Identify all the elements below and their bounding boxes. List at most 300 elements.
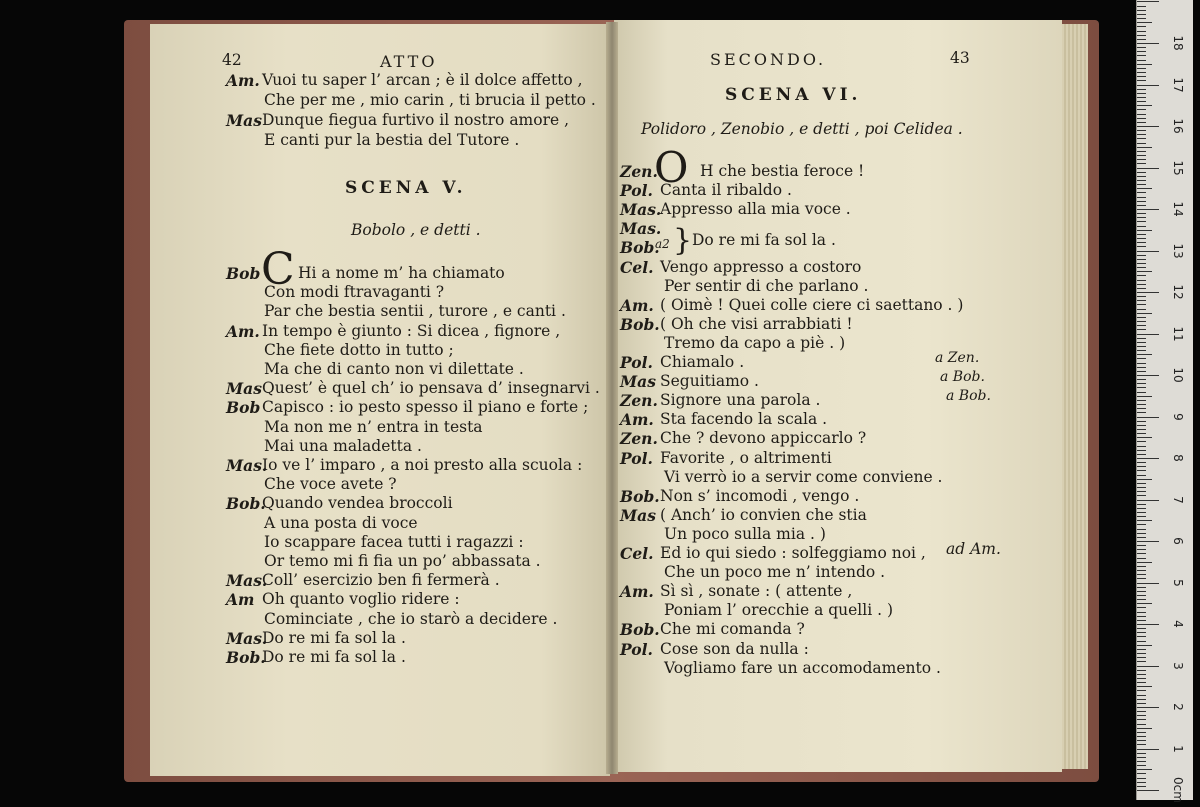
ruler-tick [1137, 180, 1146, 181]
ruler-tick [1137, 118, 1146, 119]
ruler-tick [1137, 583, 1159, 584]
ruler-tick [1137, 591, 1146, 592]
ruler-tick [1137, 778, 1146, 779]
dialogue-line: A una posta di voce [264, 513, 418, 532]
ruler-tick [1137, 151, 1146, 152]
ruler-number: 18 [1171, 35, 1185, 51]
a2-label: a2 [655, 237, 670, 251]
ruler-tick [1137, 495, 1146, 496]
ruler-tick [1137, 578, 1146, 579]
dialogue-line: E canti pur la bestia del Tutore . [264, 131, 520, 149]
dialogue-line: Che per me , mio carin , ti brucia il petto . [264, 91, 596, 109]
ruler-tick [1137, 616, 1146, 617]
ruler-tick [1137, 35, 1146, 36]
ruler-tick [1137, 769, 1152, 770]
ruler-tick [1137, 703, 1146, 704]
ruler-tick [1137, 429, 1146, 430]
dialogue-line: Che mi comanda ? [660, 620, 805, 639]
ruler-tick [1137, 744, 1146, 745]
ruler-tick [1137, 753, 1146, 754]
ruler-tick [1137, 255, 1146, 256]
speaker-label: Pol. [620, 448, 653, 468]
ruler-tick [1137, 508, 1146, 509]
ruler-tick [1137, 284, 1146, 285]
ruler-tick [1137, 678, 1146, 679]
ruler-tick [1137, 790, 1159, 791]
ruler-tick [1137, 31, 1146, 32]
ruler-tick [1137, 666, 1159, 667]
ruler-tick [1137, 47, 1146, 48]
ruler-tick [1137, 18, 1146, 19]
dialogue-line: Ma non me n’ entra in testa [264, 417, 483, 436]
ruler-tick [1137, 55, 1146, 56]
ruler-tick [1137, 724, 1146, 725]
ruler-tick [1137, 114, 1146, 115]
ruler-number: 11 [1171, 325, 1185, 342]
dialogue-line: Sì sì , sonate : ( attente , [660, 582, 853, 601]
ruler-number: 12 [1171, 284, 1185, 300]
dialogue-line: Quando vendea broccoli [262, 494, 453, 513]
ruler-tick [1137, 197, 1146, 198]
speaker-label: Zen. [620, 162, 658, 181]
ruler-tick [1137, 209, 1159, 210]
ruler-tick [1137, 321, 1146, 322]
speaker-label: Bob [226, 398, 261, 418]
ruler-tick [1137, 14, 1146, 15]
ruler-tick [1137, 690, 1146, 691]
aside-a-bob-2: a Bob. [946, 388, 991, 404]
ruler-tick [1137, 280, 1146, 281]
ruler-tick [1137, 749, 1159, 750]
dialogue-line: Chiamalo . [660, 353, 745, 371]
ruler-tick [1137, 641, 1146, 642]
dialogue-line: ( Oimè ! Quei colle ciere ci saettano . ) [660, 295, 964, 314]
book-gutter [606, 22, 618, 774]
speaker-label: Bob [226, 264, 261, 283]
aside-ad-am: ad Am. [946, 540, 1001, 558]
measuring-ruler [1136, 0, 1193, 803]
dialogue-line: Vogliamo fare un accomodamento . [664, 658, 941, 677]
ruler-tick [1137, 367, 1146, 368]
ruler-tick [1137, 383, 1146, 384]
ruler-tick [1137, 159, 1146, 160]
ruler-tick [1137, 309, 1146, 310]
ruler-tick [1137, 520, 1152, 521]
ruler-tick [1137, 64, 1152, 65]
ruler-tick [1137, 628, 1146, 629]
ruler-tick [1137, 317, 1146, 318]
ruler-tick [1137, 93, 1146, 94]
ruler-tick [1137, 562, 1152, 563]
ruler-tick [1137, 649, 1146, 650]
ruler-tick [1137, 553, 1146, 554]
ruler-tick [1137, 80, 1146, 81]
speaker-label: Pol. [620, 181, 653, 201]
ruler-tick [1137, 707, 1159, 708]
dialogue-line: Che ? devono appiccarlo ? [660, 429, 867, 448]
ruler-number: 15 [1171, 159, 1185, 176]
ruler-tick [1137, 201, 1146, 202]
dialogue-line: Par che bestia sentii , turore , e canti . [264, 302, 566, 321]
ruler-tick [1137, 89, 1146, 90]
ruler-tick [1137, 387, 1146, 388]
ruler-tick [1137, 358, 1146, 359]
ruler-tick [1137, 736, 1146, 737]
ruler-tick [1137, 695, 1146, 696]
ruler-tick [1137, 325, 1146, 326]
ruler-tick [1137, 483, 1146, 484]
ruler-tick [1137, 537, 1146, 538]
ruler-tick [1137, 221, 1146, 222]
page-block-edge [1058, 24, 1088, 769]
ruler-tick [1137, 670, 1146, 671]
dialogue-line: Cominciate , che io starò a decidere . [264, 609, 558, 628]
ruler-tick [1137, 782, 1146, 783]
aside-a-zen: a Zen. [935, 350, 980, 366]
ruler-tick [1137, 143, 1146, 144]
ruler-tick [1137, 234, 1146, 235]
ruler-tick [1137, 636, 1146, 637]
dialogue-line: Io scappare facea tutti i ragazzi : [264, 532, 524, 551]
ruler-number: 6 [1171, 537, 1185, 545]
aside-a-bob: a Bob. [940, 369, 985, 385]
ruler-tick [1137, 761, 1146, 762]
ruler-tick [1137, 425, 1146, 426]
ruler-tick [1137, 404, 1146, 405]
speaker-label: Bob. [620, 486, 660, 506]
ruler-tick [1137, 595, 1146, 596]
ruler-number: 0cm [1171, 777, 1185, 803]
ruler-tick [1137, 60, 1146, 61]
characters-right: Polidoro , Zenobio , e detti , poi Celidea . [641, 120, 963, 138]
ruler-tick [1137, 217, 1146, 218]
speaker-label: Am. [620, 410, 654, 430]
ruler-tick [1137, 392, 1146, 393]
ruler-tick [1137, 43, 1159, 44]
ruler-tick [1137, 487, 1146, 488]
ruler-tick [1137, 603, 1152, 604]
speaker-label: Mas. [620, 200, 662, 220]
ruler-tick [1137, 126, 1159, 127]
ruler-tick [1137, 379, 1146, 380]
ruler-tick [1137, 674, 1146, 675]
ruler-tick [1137, 699, 1146, 700]
ruler-tick [1137, 329, 1146, 330]
ruler-tick [1137, 740, 1146, 741]
ruler-tick [1137, 242, 1146, 243]
ruler-tick [1137, 1, 1159, 2]
ruler-tick [1137, 479, 1152, 480]
ruler-tick [1137, 421, 1146, 422]
ruler-tick [1137, 620, 1146, 621]
running-head-left: ATTO [380, 52, 438, 71]
dialogue-line: Sta facendo la scala . [660, 410, 828, 429]
ruler-tick [1137, 558, 1146, 559]
speaker-label: Am. [226, 321, 260, 341]
dialogue-line: Poniam l’ orecchie a quelli . ) [664, 601, 894, 620]
ruler-number: 9 [1171, 412, 1185, 421]
ruler-number: 10 [1171, 367, 1185, 383]
ruler-tick [1137, 213, 1146, 214]
scene-heading-right: SCENA VI. [725, 85, 862, 105]
speaker-label: Am. [620, 295, 654, 315]
ruler-tick [1137, 275, 1146, 276]
ruler-tick [1137, 26, 1146, 27]
characters-left: Bobolo , e detti . [351, 221, 481, 239]
ruler-tick [1137, 188, 1152, 189]
ruler-tick [1137, 765, 1146, 766]
ruler-tick [1137, 587, 1146, 588]
speaker-label: Pol. [620, 353, 653, 372]
ruler-tick [1137, 350, 1146, 351]
dialogue-line: ( Oh che visi arrabbiati ! [660, 314, 853, 333]
dialogue-line: Non s’ incomodi , vengo . [660, 486, 860, 505]
a2-line: Do re mi fa sol la . [692, 231, 836, 249]
ruler-tick [1137, 441, 1146, 442]
dialogue-line: Per sentir di che parlano . [664, 276, 869, 295]
ruler-tick [1137, 363, 1146, 364]
ruler-tick [1137, 163, 1146, 164]
ruler-tick [1137, 288, 1146, 289]
running-head-right: SECONDO. [710, 50, 827, 69]
ruler-tick [1137, 657, 1146, 658]
ruler-tick [1137, 342, 1146, 343]
dialogue-line: Oh quanto voglio ridere : [262, 590, 460, 609]
speaker-label: Mas [620, 505, 656, 525]
ruler-tick [1137, 109, 1146, 110]
speaker-label: Bob. [226, 494, 266, 514]
ruler-tick [1137, 512, 1146, 513]
ruler-tick [1137, 68, 1146, 69]
speaker-label: Zen. [620, 391, 658, 411]
ruler-tick [1137, 408, 1146, 409]
ruler-tick [1137, 51, 1146, 52]
ruler-tick [1137, 134, 1146, 135]
ruler-tick [1137, 500, 1159, 501]
dialogue-line: Con modi ftravaganti ? [264, 283, 445, 302]
dialogue-line: Dunque fiegua furtivo il nostro amore , [262, 111, 570, 129]
ruler-tick [1137, 686, 1152, 687]
ruler-number: 16 [1171, 118, 1185, 134]
ruler-tick [1137, 271, 1152, 272]
speaker-label: Bob. [620, 238, 660, 258]
dialogue-line: Capisco : io pesto spesso il piano e forte ; [262, 398, 589, 417]
ruler-tick [1137, 22, 1152, 23]
dialogue-line: Io ve l’ imparo , a noi presto alla scuola : [262, 456, 583, 474]
ruler-tick [1137, 396, 1152, 397]
ruler-tick [1137, 230, 1152, 231]
ruler-tick [1137, 155, 1146, 156]
ruler-tick [1137, 711, 1146, 712]
ruler-tick [1137, 524, 1146, 525]
ruler-tick [1137, 570, 1146, 571]
ruler-tick [1137, 176, 1146, 177]
speaker-label: Bob. [620, 620, 660, 640]
ruler-number: 14 [1171, 201, 1185, 217]
ruler-tick [1137, 192, 1146, 193]
ruler-tick [1137, 172, 1146, 173]
ruler-tick [1137, 251, 1159, 252]
ruler-tick [1137, 263, 1146, 264]
ruler-tick [1137, 259, 1146, 260]
ruler-tick [1137, 296, 1146, 297]
dialogue-line: Seguitiamo . [660, 372, 759, 391]
ruler-number: 13 [1171, 242, 1185, 259]
ruler-tick [1137, 454, 1146, 455]
brace-symbol: } [673, 223, 693, 258]
ruler-tick [1137, 533, 1146, 534]
ruler-tick [1137, 450, 1146, 451]
speaker-label: Mas. [620, 219, 662, 239]
ruler-tick [1137, 168, 1159, 169]
ruler-tick [1137, 10, 1146, 11]
ruler-tick [1137, 599, 1146, 600]
ruler-tick [1137, 417, 1159, 418]
ruler-tick [1137, 516, 1146, 517]
ruler-tick [1137, 786, 1146, 787]
ruler-tick [1137, 446, 1146, 447]
ruler-tick [1137, 545, 1146, 546]
ruler-number: 3 [1171, 661, 1185, 670]
ruler-tick [1137, 354, 1152, 355]
ruler-tick [1137, 624, 1159, 625]
ruler-tick [1137, 541, 1159, 542]
dialogue-line: Vi verrò io a servir come conviene . [664, 467, 943, 486]
ruler-tick [1137, 574, 1146, 575]
speaker-label: Mas [226, 379, 262, 399]
ruler-tick [1137, 304, 1146, 305]
dialogue-line: Coll’ esercizio ben fi fermerà . [262, 571, 500, 590]
ruler-tick [1137, 491, 1146, 492]
speaker-label: Bob. [226, 648, 266, 667]
speaker-label: Pol. [620, 639, 653, 659]
ruler-tick [1137, 313, 1152, 314]
dialogue-line: Appresso alla mia voce . [660, 200, 851, 219]
page-number-left: 42 [222, 51, 242, 69]
ruler-tick [1137, 462, 1146, 463]
ruler-tick [1137, 466, 1146, 467]
ruler-tick [1137, 645, 1152, 646]
speaker-label: Am. [226, 71, 260, 90]
dialogue-line: Che un poco me n’ intendo . [664, 563, 886, 582]
dialogue-line: Che fiete dotto in tutto ; [264, 340, 454, 359]
dialogue-line: Un poco sulla mia . ) [664, 524, 826, 543]
ruler-tick [1137, 549, 1146, 550]
speaker-label: Mas. [226, 628, 268, 648]
ruler-tick [1137, 504, 1146, 505]
ruler-tick [1137, 612, 1146, 613]
speaker-label: Mas. [226, 571, 268, 591]
dialogue-line: Vuoi tu saper l’ arcan ; è il dolce affetto , [262, 71, 583, 89]
scene-heading-left: SCENA V. [345, 178, 467, 198]
dialogue-line: Or temo mi fi fia un po’ abbassata . [264, 552, 541, 570]
ruler-tick [1137, 147, 1152, 148]
ruler-number: 17 [1171, 76, 1185, 93]
drop-cap-left: C [261, 244, 295, 295]
ruler-tick [1137, 6, 1146, 7]
ruler-tick [1137, 122, 1146, 123]
ruler-tick [1137, 101, 1146, 102]
drop-cap-right: O [654, 143, 689, 192]
speaker-label: Am [226, 590, 255, 610]
dialogue-line: Quest’ è quel ch’ io pensava d’ insegnarvi . [262, 379, 600, 398]
ruler-tick [1137, 719, 1146, 720]
dialogue-line: Mai una maladetta . [264, 436, 422, 455]
dialogue-line: Favorite , o altrimenti [660, 448, 832, 467]
ruler-number: 7 [1171, 495, 1185, 504]
ruler-tick [1137, 400, 1146, 401]
ruler-tick [1137, 76, 1146, 77]
ruler-tick [1137, 412, 1146, 413]
ruler-tick [1137, 437, 1152, 438]
ruler-tick [1137, 375, 1159, 376]
dialogue-line: Canta il ribaldo . [660, 181, 792, 200]
ruler-tick [1137, 529, 1146, 530]
dialogue-line: Ma che di canto non vi dilettate . [264, 360, 524, 378]
speaker-label: Mas [620, 372, 656, 392]
ruler-tick [1137, 138, 1146, 139]
ruler-tick [1137, 72, 1146, 73]
ruler-tick [1137, 39, 1146, 40]
ruler-tick [1137, 458, 1159, 459]
ruler-tick [1137, 661, 1146, 662]
speaker-label: Bob. [620, 314, 660, 334]
dialogue-line: In tempo è giunto : Si dicea , fignore , [262, 321, 561, 340]
dialogue-line: Tremo da capo a piè . ) [664, 333, 846, 352]
ruler-number: 5 [1171, 578, 1185, 587]
ruler-tick [1137, 566, 1146, 567]
ruler-tick [1137, 728, 1152, 729]
dialogue-line: Cose son da nulla : [660, 639, 809, 658]
dialogue-line: Signore una parola . [660, 391, 821, 410]
ruler-tick [1137, 97, 1146, 98]
ruler-tick [1137, 732, 1146, 733]
ruler-tick [1137, 773, 1146, 774]
ruler-tick [1137, 246, 1146, 247]
dialogue-line: Che voce avete ? [264, 475, 397, 494]
ruler-tick [1137, 682, 1146, 683]
ruler-tick [1137, 338, 1146, 339]
ruler-tick [1137, 184, 1146, 185]
ruler-tick [1137, 292, 1159, 293]
ruler-tick [1137, 653, 1146, 654]
ruler-tick [1137, 267, 1146, 268]
dialogue-line: H che bestia feroce ! [700, 162, 865, 180]
ruler-tick [1137, 205, 1146, 206]
ruler-tick [1137, 371, 1146, 372]
ruler-tick [1137, 475, 1146, 476]
ruler-tick [1137, 433, 1146, 434]
speaker-label: Cel. [620, 257, 654, 277]
ruler-tick [1137, 238, 1146, 239]
speaker-label: Zen. [620, 429, 658, 449]
ruler-tick [1137, 715, 1146, 716]
ruler-number: 1 [1171, 744, 1185, 753]
dialogue-line: Do re mi fa sol la . [262, 628, 406, 647]
speaker-label: Mas. [226, 456, 268, 475]
ruler-number: 2 [1171, 703, 1185, 711]
ruler-tick [1137, 607, 1146, 608]
ruler-tick [1137, 346, 1146, 347]
page-number-right: 43 [950, 49, 970, 67]
speaker-label: Am. [620, 582, 654, 602]
dialogue-line: Hi a nome m’ ha chiamato [298, 264, 505, 282]
ruler-number: 8 [1171, 454, 1185, 462]
ruler-number: 4 [1171, 620, 1185, 628]
ruler-tick [1137, 757, 1146, 758]
ruler-tick [1137, 85, 1159, 86]
dialogue-line: Vengo appresso a costoro [660, 257, 862, 276]
